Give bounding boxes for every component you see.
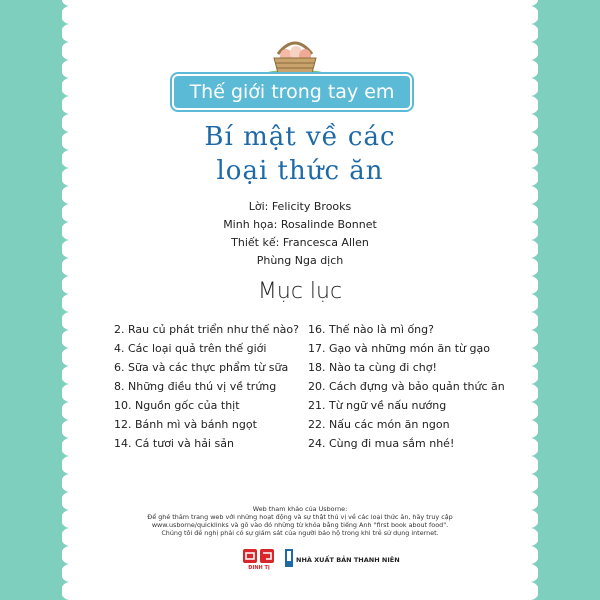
svg-text:ĐINH TỊ: ĐINH TỊ [248, 565, 270, 570]
note-line: Chúng tôi đề nghị phải có sự giám sát của người bảo hộ trong khi trẻ sử dụng internet. [161, 529, 439, 537]
book-title-line-1: Bí mật về các [204, 122, 396, 152]
publisher-logo-icon [284, 548, 294, 568]
toc-item: 12. Bánh mì và bánh ngọt [114, 418, 257, 431]
toc-item: 8. Những điều thú vị về trứng [114, 380, 277, 393]
toc-column-right [308, 320, 508, 453]
toc-item: 16. Thế nào là mì ống? [308, 323, 434, 336]
toc-item: 2. Rau củ phát triển như thế nào? [114, 323, 299, 336]
toc-item: 10. Nguồn gốc của thịt [114, 399, 240, 412]
toc-item: 21. Từ ngữ về nấu nướng [308, 399, 447, 412]
toc-item: 18. Nào ta cùng đi chợ! [308, 361, 437, 374]
toc-item: 24. Cùng đi mua sắm nhé! [308, 437, 455, 450]
note-line: www.usborne/quicklinks và gõ vào đó những từ khóa bằng tiếng Anh "first book about food". [151, 521, 449, 529]
toc-item: 17. Gạo và những món ăn từ gạo [308, 342, 490, 355]
book-title-line-2: loại thức ăn [216, 156, 384, 186]
credit-writer: Lời: Felicity Brooks [248, 200, 352, 213]
toc-item: 4. Các loại quả trên thế giới [114, 342, 267, 355]
credits [150, 198, 450, 270]
toc-item: 22. Nấu các món ăn ngon [308, 418, 450, 431]
credit-illustrator: Minh họa: Rosalinde Bonnet [223, 218, 377, 231]
dinh-ti-logo-icon [242, 548, 276, 570]
toc-item: 6. Sữa và các thực phẩm từ sữa [114, 361, 289, 374]
egg-basket-icon [262, 36, 328, 78]
toc-item: 14. Cá tươi và hải sản [114, 437, 234, 450]
toc-item: 20. Cách đựng và bảo quản thức ăn [308, 380, 505, 393]
web-reference-note [88, 505, 512, 537]
publisher-name: NHÀ XUẤT BẢN THANH NIÊN [296, 556, 400, 564]
toc-heading: Mục lục [257, 279, 343, 304]
credit-designer: Thiết kế: Francesca Allen [231, 236, 369, 249]
toc-column-left [114, 320, 304, 453]
note-line: Để ghé thăm trang web với những hoạt động và sự thật thú vị về các loại thức ăn, hãy truy cập [147, 513, 453, 521]
credit-translator: Phùng Nga dịch [256, 254, 344, 267]
note-line: Web tham khảo của Usborne: [252, 505, 348, 513]
series-banner: Thế giới trong tay em [172, 74, 412, 110]
